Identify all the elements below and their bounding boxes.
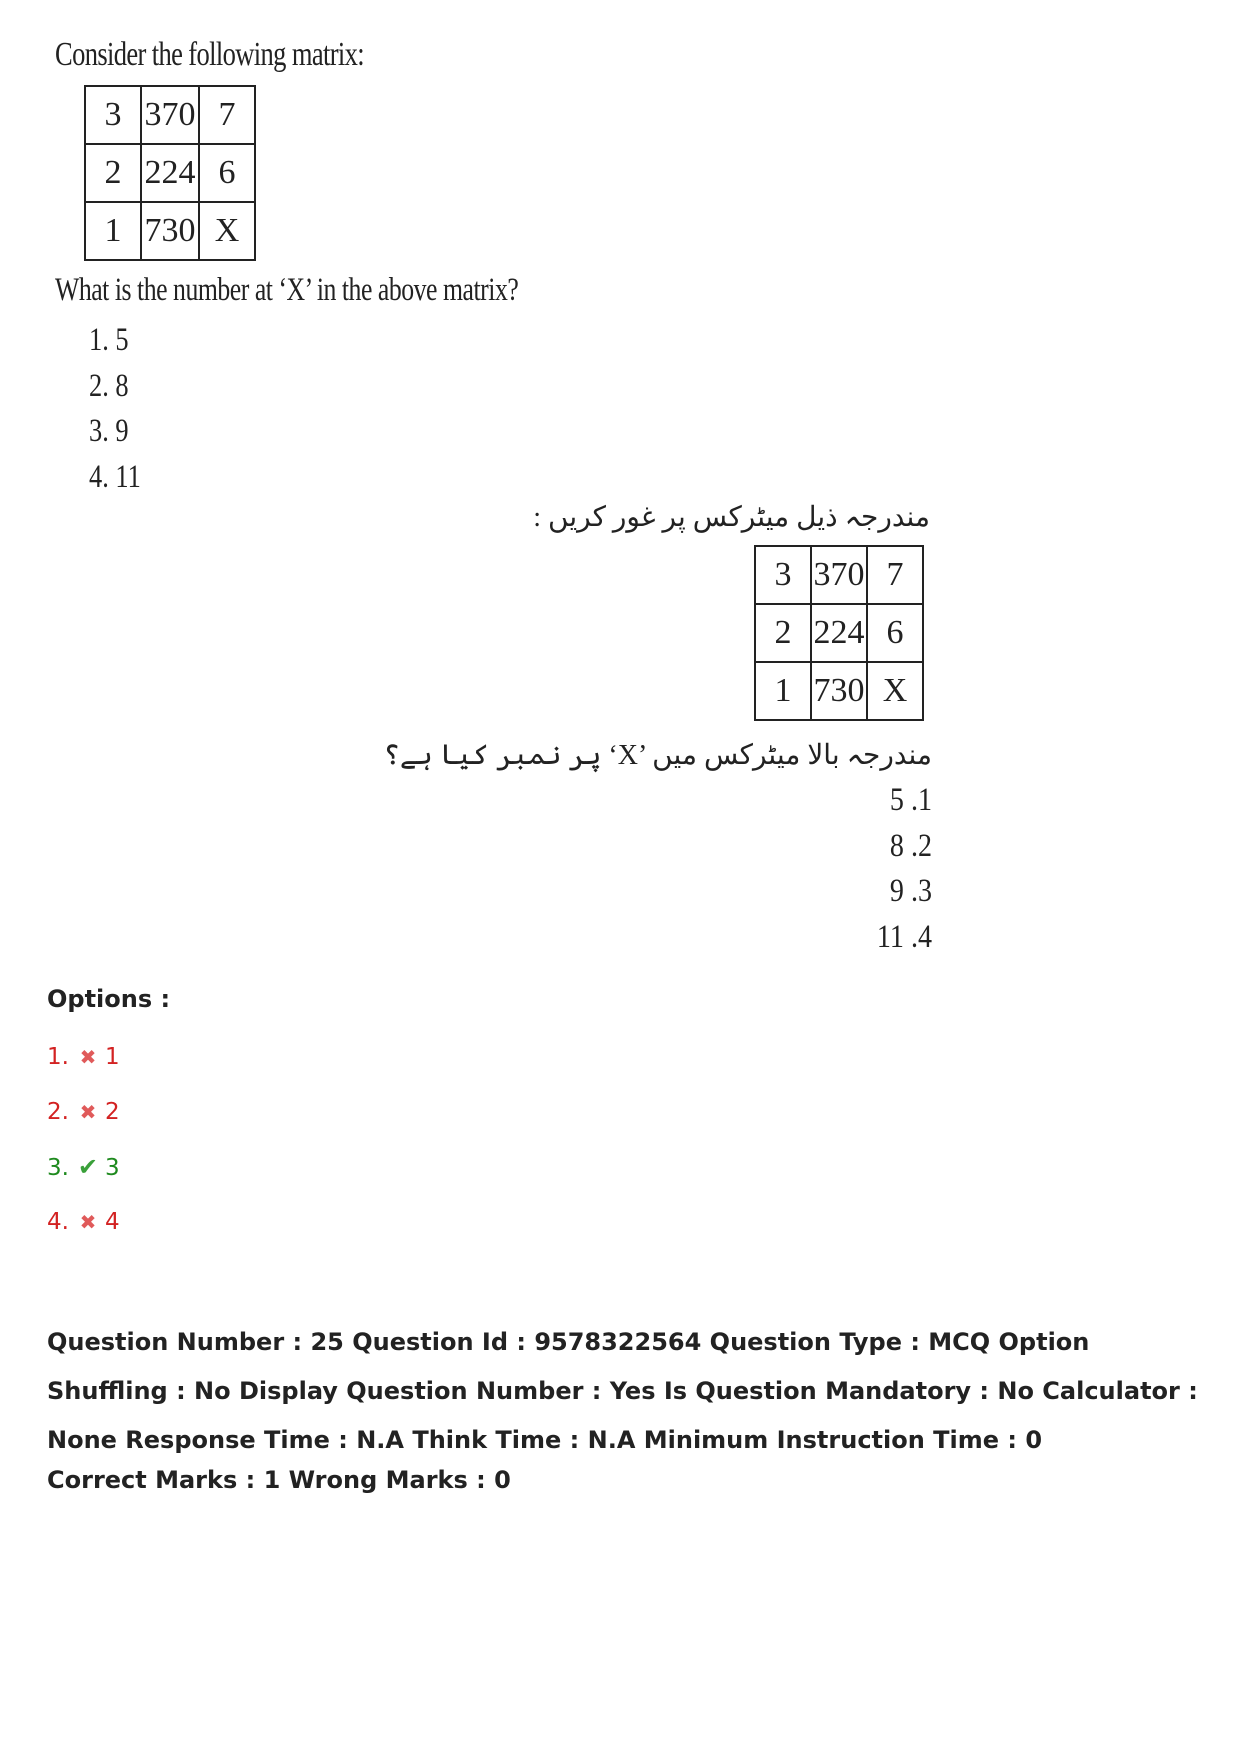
urdu-option-list xyxy=(860,778,932,960)
option-label: 2 xyxy=(104,1099,120,1125)
urdu-option: 5 .1 xyxy=(889,782,932,818)
english-option: 3. 9 xyxy=(89,413,129,449)
matrix-cell: 1 xyxy=(85,202,141,260)
english-option-list xyxy=(89,318,154,500)
matrix-cell: 3 xyxy=(755,546,811,604)
english-matrix xyxy=(84,85,256,261)
option-number: 4. xyxy=(47,1209,69,1235)
matrix-cell: 730 xyxy=(811,662,867,720)
option-label: 3 xyxy=(104,1155,120,1181)
answer-option[interactable] xyxy=(47,1085,120,1140)
matrix-row xyxy=(85,144,255,202)
marks-info: Correct Marks : 1 Wrong Marks : 0 xyxy=(47,1466,511,1494)
matrix-cell: 3 xyxy=(85,86,141,144)
question-metadata: Question Number : 25 Question Id : 9578322564 Question Type : MCQ Option Shuffling : No Display Question Number : Yes Is Question Mandatory : No Calculator : None Response Time : N.A Think Time : N.A Minimum Instruction Time : 0 xyxy=(47,1328,1198,1454)
urdu-option: 11 .4 xyxy=(876,918,932,955)
checkmark-icon: ✔ xyxy=(77,1153,98,1181)
cross-icon: ✖ xyxy=(79,1210,97,1234)
option-number: 3. xyxy=(47,1155,69,1181)
urdu-question-text: مندرجہ بالا میٹرکس میں ’X‘ پر نمبر کیا ہے؟ xyxy=(383,740,932,771)
matrix-cell: 1 xyxy=(755,662,811,720)
matrix-cell: 2 xyxy=(755,604,811,662)
matrix-cell: 370 xyxy=(141,86,199,144)
options-heading: Options : xyxy=(47,985,171,1013)
matrix-cell: 6 xyxy=(199,144,255,202)
answer-option[interactable] xyxy=(47,1140,120,1195)
option-number: 1. xyxy=(47,1044,69,1070)
option-number: 2. xyxy=(47,1099,69,1125)
matrix-row xyxy=(755,546,923,604)
matrix-cell: 224 xyxy=(141,144,199,202)
cross-icon: ✖ xyxy=(79,1045,97,1069)
english-option: 2. 8 xyxy=(89,367,129,404)
option-label: 1 xyxy=(104,1044,120,1070)
urdu-matrix xyxy=(754,545,924,721)
matrix-cell: X xyxy=(199,202,255,260)
matrix-row xyxy=(85,202,255,260)
matrix-cell: 7 xyxy=(199,86,255,144)
matrix-cell: 224 xyxy=(811,604,867,662)
question-intro: Consider the following matrix: xyxy=(55,36,365,73)
english-option: 1. 5 xyxy=(89,322,129,358)
option-label: 4 xyxy=(104,1209,120,1235)
matrix-row xyxy=(755,604,923,662)
answer-option[interactable] xyxy=(47,1030,120,1085)
english-question xyxy=(55,36,575,74)
matrix-cell: 6 xyxy=(867,604,923,662)
matrix-cell: 370 xyxy=(811,546,867,604)
matrix-cell: 730 xyxy=(141,202,199,260)
english-option: 4. 11 xyxy=(89,458,141,495)
matrix-row xyxy=(85,86,255,144)
matrix-cell: X xyxy=(867,662,923,720)
matrix-cell: 7 xyxy=(867,546,923,604)
matrix-cell: 2 xyxy=(85,144,141,202)
urdu-option: 9 .3 xyxy=(889,873,932,909)
answer-option-list xyxy=(47,1030,120,1250)
question-text: What is the number at ‘X’ in the above matrix? xyxy=(55,272,519,308)
cross-icon: ✖ xyxy=(79,1100,97,1124)
matrix-row xyxy=(755,662,923,720)
answer-option[interactable] xyxy=(47,1195,120,1250)
urdu-option: 8 .2 xyxy=(889,827,932,864)
urdu-question-intro: مندرجہ ذیل میٹرکس پر غور کریں : xyxy=(533,502,930,533)
